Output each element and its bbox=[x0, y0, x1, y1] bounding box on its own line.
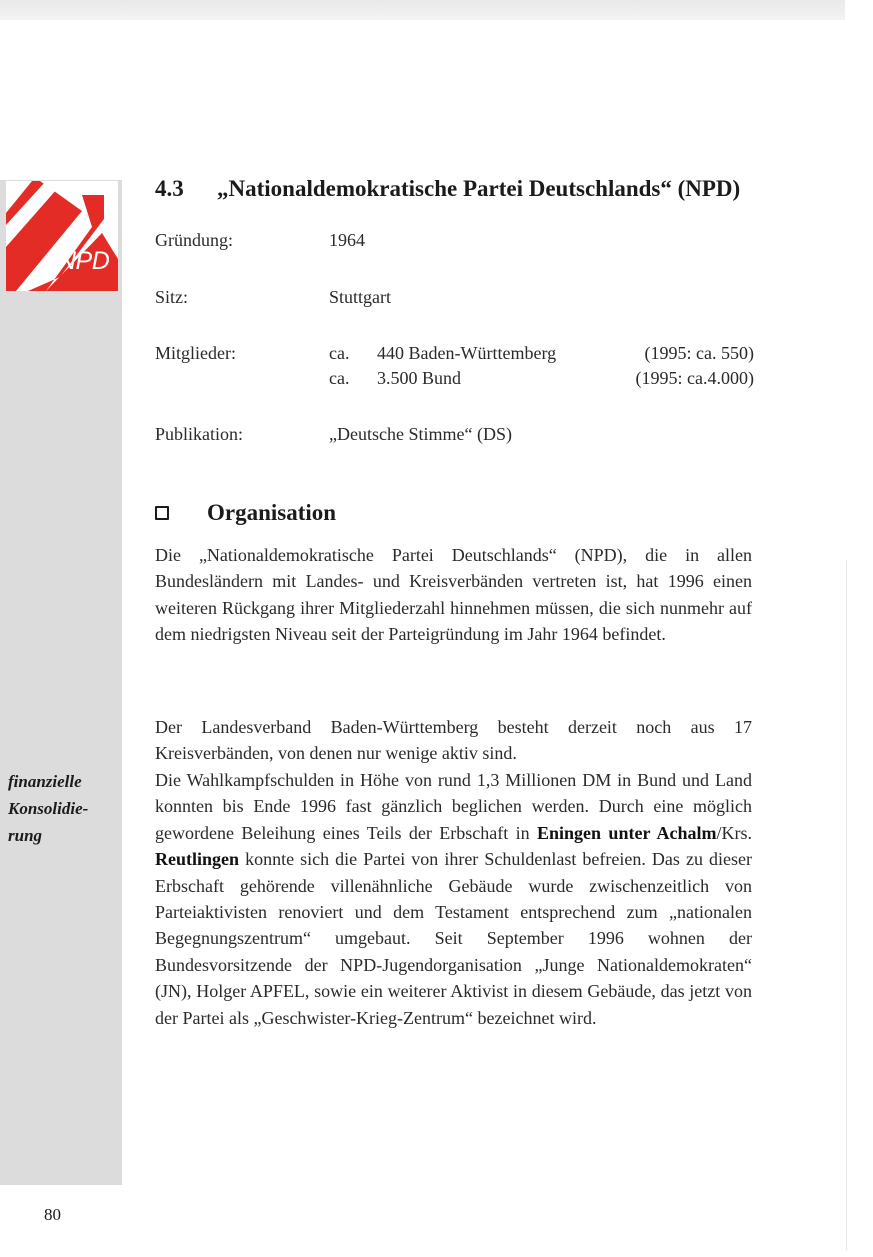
seat-value: Stuttgart bbox=[329, 287, 391, 307]
organisation-title: Organisation bbox=[207, 500, 337, 525]
place-eningen: Eningen unter Achalm bbox=[537, 822, 717, 843]
sidebar-band bbox=[0, 180, 122, 1185]
npd-logo bbox=[6, 181, 118, 291]
logo-wordmark: NPD bbox=[58, 247, 110, 275]
margin-note-line-3: rung bbox=[8, 826, 43, 845]
publication-label: Publikation: bbox=[155, 424, 244, 444]
paragraph-organisation: Die „Nationaldemokratische Partei Deutschlands“ (NPD), die in allen Bundesländern mit Landes- und Kreisverbänden vertreten ist, hat 1996 einen weiteren Rückgang ihrer Mitgliederzahl hinnehmen müssen, die sich nunmehr auf dem niedrigsten Niveau seit der Parteigründung im Jahr 1964 befindet. bbox=[155, 545, 752, 645]
seat-label: Sitz: bbox=[155, 287, 189, 307]
members-prefix: ca. bbox=[329, 343, 350, 363]
paragraph-finances bbox=[155, 767, 752, 1031]
page-edge-line bbox=[846, 560, 847, 1250]
margin-note-line-2: Konsolidie- bbox=[8, 799, 89, 818]
paragraph-text: konnte sich die Partei von ihrer Schuldenlast befreien. Das zu dieser Erbschaft gehörende villenähnliche Gebäude wurde zwischenzeitlich von Parteiaktivisten renoviert und dem Testament entsprechend zum „nationalen Begegnungszentrum“ umgebaut. Seit September 1996 wohnen der Bundesvorsitzende der NPD-Jugendorganisation „Junge Nationaldemokraten“ (JN), Holger APFEL, sowie ein weiterer Aktivist in diesem Gebäude, das jetzt von der Partei als „Geschwister-Krieg-Zentrum“ bezeichnet wird. bbox=[155, 849, 752, 1028]
organisation-heading bbox=[155, 500, 336, 526]
paragraph-text: Die Wahlkampfschulden in Höhe von rund 1,3 Millionen DM in Bund und Land konnten bis Ende 1996 fast gänzlich beglichen werden. Durch eine möglich gewordene Beleihung eines Teils der Erbschaft in bbox=[155, 770, 752, 843]
members-row-bw bbox=[329, 343, 754, 364]
members-value: 440 Baden-Württemberg bbox=[377, 343, 557, 363]
members-previous: (1995: ca. 550) bbox=[644, 343, 754, 363]
section-number: 4.3 bbox=[155, 176, 184, 201]
founding-label: Gründung: bbox=[155, 230, 233, 250]
section-heading bbox=[155, 176, 740, 202]
members-value: 3.500 Bund bbox=[377, 368, 462, 388]
members-prefix: ca. bbox=[329, 368, 350, 388]
margin-note bbox=[8, 768, 118, 849]
place-reutlingen: Reutlingen bbox=[155, 849, 240, 870]
margin-note-line-1: finanzielle bbox=[8, 772, 82, 791]
founding-value: 1964 bbox=[329, 230, 365, 250]
page-number: 80 bbox=[44, 1205, 61, 1224]
members-previous: (1995: ca.4.000) bbox=[635, 368, 754, 388]
paragraph-text: /Krs. bbox=[716, 822, 752, 843]
publication-value: „Deutsche Stimme“ (DS) bbox=[329, 424, 512, 444]
checkbox-icon bbox=[155, 506, 169, 520]
top-scan-strip bbox=[0, 0, 845, 20]
paragraph-landesverband: Der Landesverband Baden-Württemberg besteht derzeit noch aus 17 Kreisverbänden, von denen nur wenige aktiv sind. bbox=[155, 717, 752, 764]
section-title: „Nationaldemokratische Partei Deutschlands“ (NPD) bbox=[217, 176, 741, 201]
members-label: Mitglieder: bbox=[155, 343, 236, 363]
members-row-bund bbox=[329, 368, 754, 389]
